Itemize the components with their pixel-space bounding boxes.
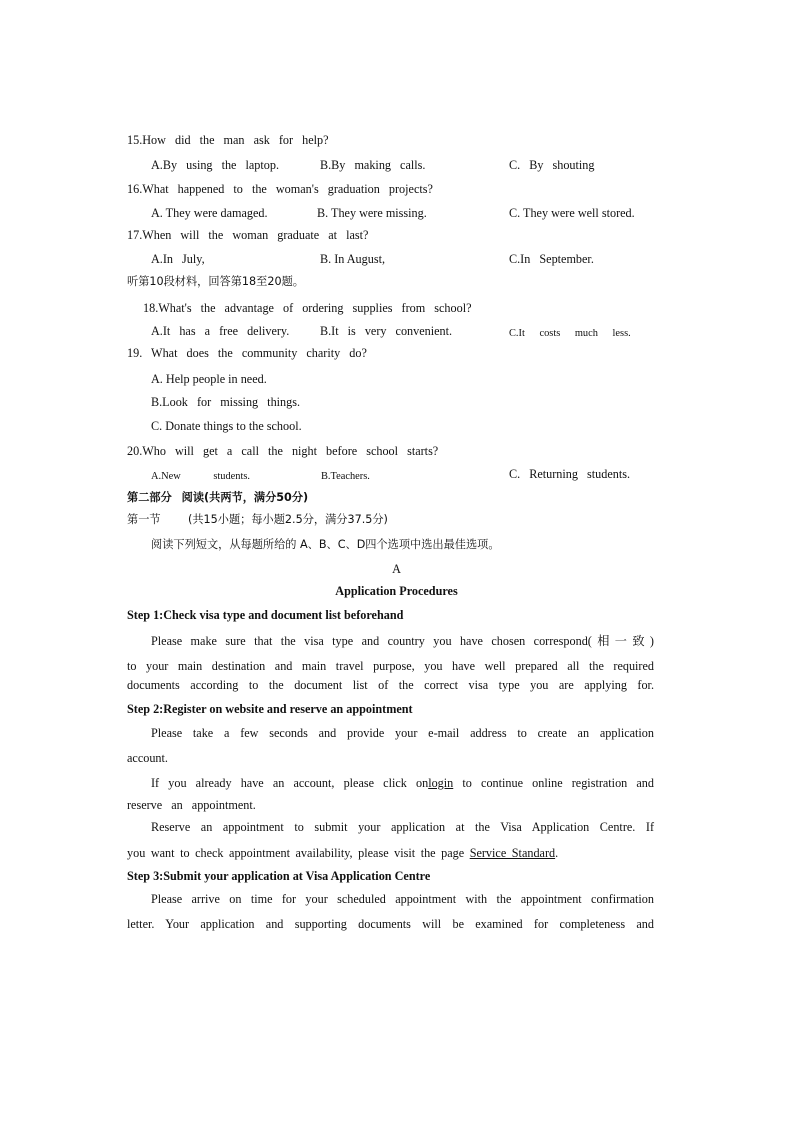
reading-part-title: 第二部分 阅读(共两节，满分50分) [127, 491, 309, 504]
step-2-para-2-line-1 [151, 775, 654, 791]
question-20-option-c: C. Returning students. [509, 467, 631, 481]
step-1-line-3: documents according to the document list of the correct visa type you are applying for. [127, 678, 654, 692]
question-18-option-a: A.It has a free delivery. [151, 324, 290, 338]
step-3-line-1: Please arrive on time for your scheduled appointment with the appointment confirmation [151, 892, 654, 906]
step-2-heading: Step 2:Register on website and reserve an appointment [127, 702, 413, 716]
step-2-para-2-line-2: reserve an appointment. [127, 798, 256, 812]
step-3-heading: Step 3:Submit your application at Visa Application Centre [127, 869, 431, 883]
service-standard-link[interactable]: Service Standard [469, 846, 556, 860]
step-2-para-2-text-b: to continue online registration and [462, 776, 654, 790]
question-19-stem: 19. What does the community charity do? [127, 346, 367, 360]
question-16-option-c: C. They were well stored. [509, 206, 635, 220]
question-15-option-c: C. By shouting [509, 158, 595, 172]
question-18-stem: 18.What's the advantage of ordering supplies from school? [143, 301, 472, 315]
step-2-para-3-line-2 [127, 845, 654, 861]
step-2-para-3-text-a: you want to check appointment availability, please visit the page [127, 846, 465, 860]
reading-instruction: 阅读下列短文，从每题所给的 A、B、C、D四个选项中选出最佳选项。 [151, 538, 500, 551]
step-1-line-1: Please make sure that the visa type and country you have chosen correspond(相一致) [151, 634, 654, 648]
login-link[interactable]: login [428, 776, 454, 790]
step-1-line-2: to your main destination and main travel purpose, you have well prepared all the required [127, 659, 654, 673]
step-2-para-3-period: . [555, 846, 559, 860]
question-16-option-b: B. They were missing. [317, 206, 427, 220]
question-16-stem: 16.What happened to the woman's graduation projects? [127, 182, 433, 196]
question-17-option-a: A.In July, [151, 252, 205, 266]
reading-section-info: (共15小题；每小题2.5分，满分37.5分) [188, 513, 388, 526]
step-2-para-2-text-a: If you already have an account, please click on [151, 776, 429, 790]
step-2-para-3-line-1: Reserve an appointment to submit your application at the Visa Application Centre. If [151, 820, 654, 834]
step-1-heading: Step 1:Check visa type and document list beforehand [127, 608, 404, 622]
question-19-option-b: B.Look for missing things. [151, 395, 301, 409]
question-17-option-b: B. In August, [320, 252, 386, 266]
passage-letter: A [392, 562, 401, 576]
question-15-option-b: B.By making calls. [320, 158, 426, 172]
question-18-option-b: B.It is very convenient. [320, 324, 453, 338]
reading-section-label: 第一节 [127, 513, 161, 526]
question-19-option-a: A. Help people in need. [151, 372, 267, 386]
question-20-stem: 20.Who will get a call the night before school starts? [127, 444, 439, 458]
question-15-stem: 15.How did the man ask for help? [127, 133, 329, 147]
step-2-para-1-line-2: account. [127, 751, 168, 765]
passage-title: Application Procedures [335, 584, 458, 598]
question-17-option-c: C.In September. [509, 252, 594, 266]
question-16-option-a: A. They were damaged. [151, 206, 268, 220]
question-19-option-c: C. Donate things to the school. [151, 419, 302, 433]
step-2-para-1-line-1: Please take a few seconds and provide your e-mail address to create an application [151, 726, 654, 740]
question-18-option-c: C.It costs much less. [509, 328, 631, 339]
question-15-option-a: A.By using the laptop. [151, 158, 280, 172]
step-3-line-2: letter. Your application and supporting documents will be examined for completeness and [127, 917, 654, 931]
question-20-option-a: A.New students. [151, 471, 250, 482]
listening-section-note: 听第10段材料，回答第18至20题。 [127, 275, 304, 288]
question-17-stem: 17.When will the woman graduate at last? [127, 228, 369, 242]
question-20-option-b: B.Teachers. [321, 471, 370, 482]
